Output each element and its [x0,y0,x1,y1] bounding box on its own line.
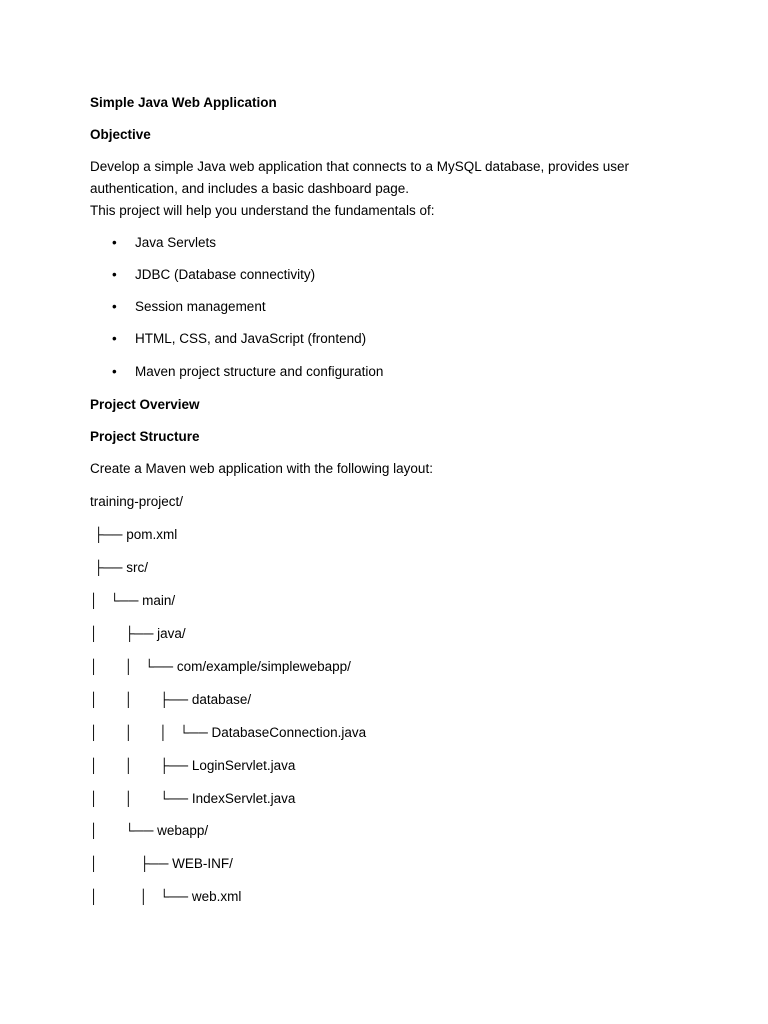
list-item-label: JDBC (Database connectivity) [135,267,316,282]
objective-paragraph-line-3: This project will help you understand the fundamentals of: [90,203,435,218]
tree-line: │ │ └── com/example/simplewebapp/ [90,659,351,674]
bullet-icon: • [112,267,117,282]
project-structure-heading: Project Structure [90,429,200,444]
objective-paragraph-line-1: Develop a simple Java web application that connects to a MySQL database, provides user [90,159,630,174]
tree-line: │ └── webapp/ [90,823,209,838]
list-item-label: HTML, CSS, and JavaScript (frontend) [135,331,367,346]
list-item-label: Maven project structure and configuration [135,364,384,379]
tree-line: training-project/ [90,494,184,509]
list-item [112,298,266,316]
tree-line: │ ├── java/ [90,626,186,641]
structure-intro: Create a Maven web application with the following layout: [90,461,433,476]
bullet-icon: • [112,235,117,250]
tree-line: │ ├── WEB-INF/ [90,856,233,871]
list-item-label: Java Servlets [135,235,217,250]
objective-heading: Objective [90,127,151,142]
tree-line: │ │ ├── LoginServlet.java [90,758,296,773]
list-item-label: Session management [135,299,266,314]
tree-line: │ │ └── web.xml [90,889,242,904]
tree-line: │ │ └── IndexServlet.java [90,791,296,806]
objective-paragraph-line-2: authentication, and includes a basic dashboard page. [90,181,409,196]
document-title: Simple Java Web Application [90,95,277,110]
list-item [112,266,315,284]
list-item [112,363,383,381]
bullet-icon: • [112,299,117,314]
tree-line: │ │ │ └── DatabaseConnection.java [90,725,367,740]
tree-line: │ └── main/ [90,593,176,608]
bullet-icon: • [112,364,117,379]
project-overview-heading: Project Overview [90,397,200,412]
bullet-icon: • [112,331,117,346]
tree-line: │ │ ├── database/ [90,692,252,707]
tree-line: ├── src/ [90,560,148,575]
list-item [112,234,216,252]
tree-line: ├── pom.xml [90,527,178,542]
list-item [112,330,366,348]
